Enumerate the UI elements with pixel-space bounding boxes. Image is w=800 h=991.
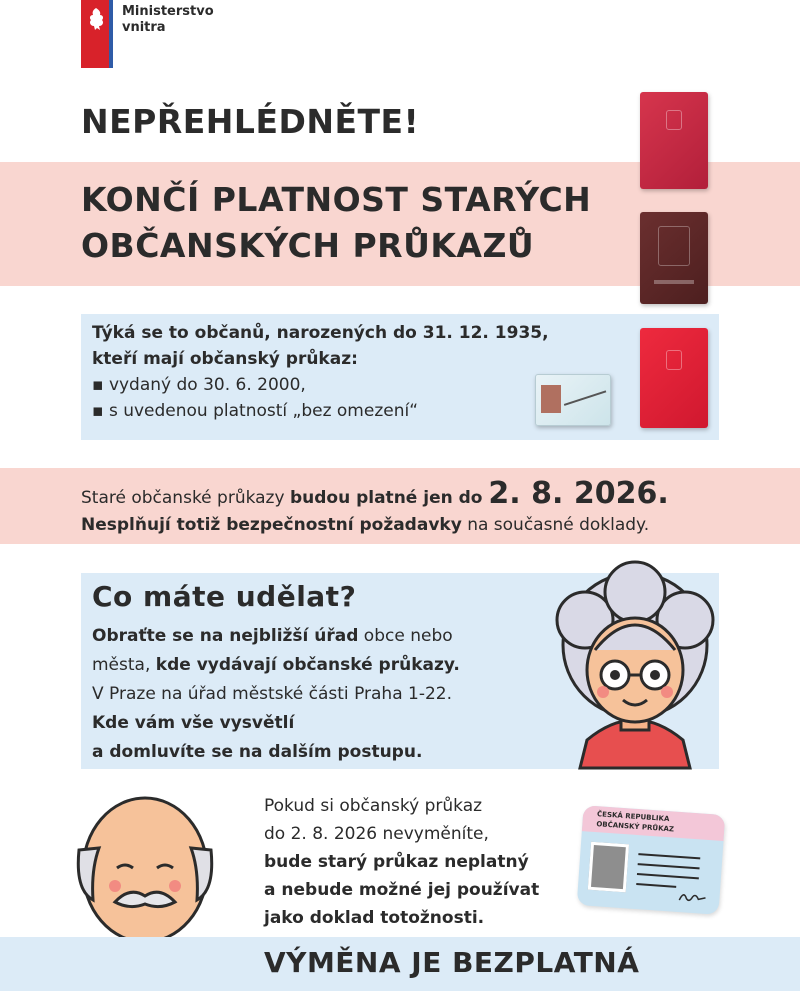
warning-text xyxy=(264,792,539,932)
new-id-card xyxy=(577,805,726,915)
action-line3: V Praze na úřad městské části Praha 1-22. xyxy=(92,684,453,704)
new-id-card-line xyxy=(637,873,699,879)
action-heading: Co máte udělat? xyxy=(92,580,357,613)
warning-line1: Pokud si občanský průkaz xyxy=(264,796,483,816)
footer-text: VÝMĚNA JE BEZPLATNÁ xyxy=(264,946,640,979)
main-title-line2: OBČANSKÝCH PRŮKAZŮ xyxy=(81,226,535,265)
action-line5: a domluvíte se na dalším postupu. xyxy=(92,742,423,762)
who-bullet-2: ▪ s uvedenou platností „bez omezení“ xyxy=(92,401,419,421)
validity-date: 2. 8. 2026. xyxy=(488,476,669,511)
lion-emblem-icon xyxy=(85,6,107,32)
signature-icon xyxy=(677,888,708,906)
validity-line2: Nesplňují totiž bezpečnostní požadavky na současné doklady. xyxy=(81,515,650,535)
action-text xyxy=(92,622,460,767)
new-id-card-line xyxy=(638,853,700,859)
who-line1: Týká se to občanů, narozených do 31. 12. 1935, xyxy=(92,323,549,343)
ministry-logo-flag xyxy=(81,0,113,68)
booklet-emblem-icon xyxy=(666,350,682,370)
booklet-label-line xyxy=(654,280,694,284)
new-id-card-line xyxy=(636,883,676,888)
old-id-red-booklet-open xyxy=(640,328,708,428)
new-id-card-title2: OBČANSKÝ PRŮKAZ xyxy=(596,820,675,834)
who-bullet-1: ▪ vydaný do 30. 6. 2000, xyxy=(92,375,306,395)
specimen-photo xyxy=(541,385,561,413)
ministry-logo-text xyxy=(122,4,214,36)
headline: NEPŘEHLÉDNĚTE! xyxy=(81,102,420,141)
booklet-emblem-icon xyxy=(666,110,682,130)
logo-line1: Ministerstvo xyxy=(122,4,214,19)
old-id-brown-booklet xyxy=(640,212,708,304)
specimen-stamp xyxy=(564,390,608,411)
validity-line1: Staré občanské průkazy budou platné jen do 2. 8. 2026. xyxy=(81,476,669,511)
booklet-emblem-icon xyxy=(658,226,690,266)
action-line1: Obraťte se na nejbližší úřad obce nebo xyxy=(92,626,453,646)
action-line4: Kde vám vše vysvětlí xyxy=(92,713,295,733)
new-id-card-photo xyxy=(588,842,629,893)
warning-line4: a nebude možné jej používat xyxy=(264,880,540,900)
specimen-id-card xyxy=(535,374,611,426)
who-line2: kteří mají občanský průkaz: xyxy=(92,349,358,369)
warning-line5: jako doklad totožnosti. xyxy=(264,908,485,928)
logo-line2: vnitra xyxy=(122,20,166,35)
old-id-red-booklet xyxy=(640,92,708,189)
action-line2: města, kde vydávají občanské průkazy. xyxy=(92,655,460,675)
warning-line3: bude starý průkaz neplatný xyxy=(264,852,529,872)
new-id-card-title1: ČESKÁ REPUBLIKA xyxy=(596,810,670,824)
warning-line2: do 2. 8. 2026 nevyměníte, xyxy=(264,824,489,844)
grandmother-illustration xyxy=(545,560,725,770)
new-id-card-line xyxy=(638,863,700,869)
main-title-line1: KONČÍ PLATNOST STARÝCH xyxy=(81,180,592,219)
